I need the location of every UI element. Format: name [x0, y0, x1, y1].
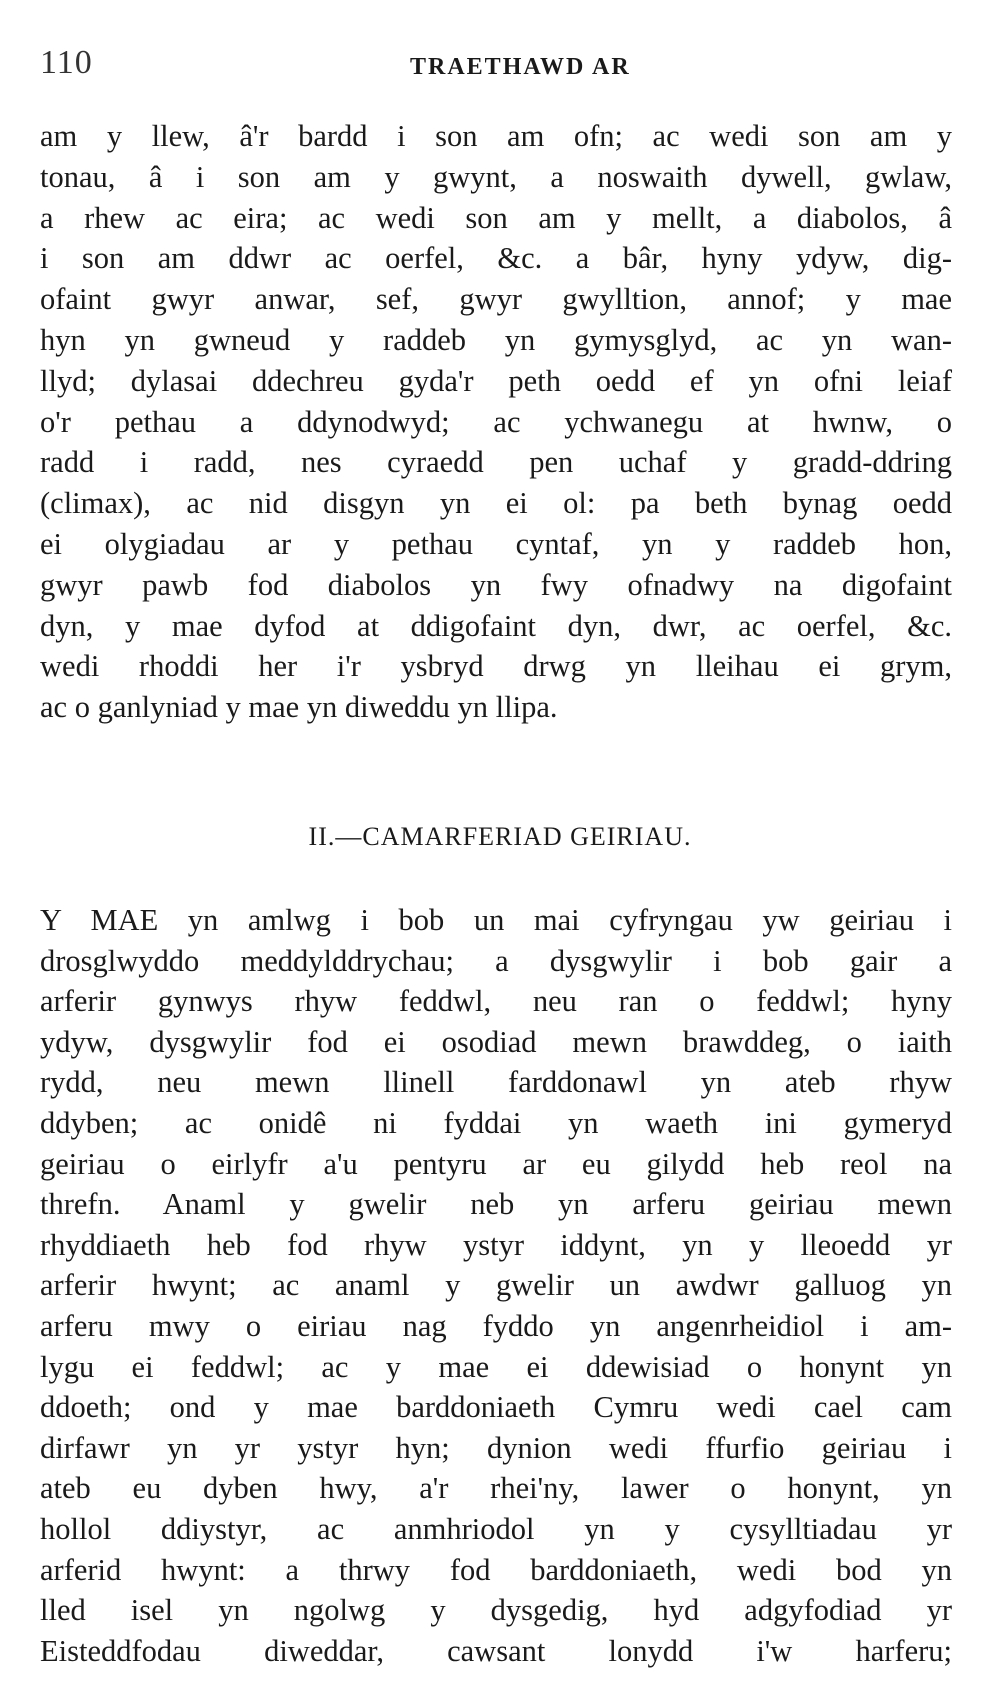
paragraph-2 — [40, 900, 952, 1671]
text-line: hyn yn gwneud y raddeb yn gymysglyd, ac yn wan- — [40, 322, 952, 357]
text-line: drosglwyddo meddylddrychau; a dysgwylir i bob gair a — [40, 943, 952, 978]
text-line: dirfawr yn yr ystyr hyn; dynion wedi ffurfio geiriau i — [40, 1430, 952, 1465]
text-line: ei olygiadau ar y pethau cyntaf, yn y raddeb hon, — [40, 526, 952, 561]
paragraph-1 — [40, 116, 952, 728]
text-line: hollol ddiystyr, ac anmhriodol yn y cysylltiadau yr — [40, 1511, 952, 1546]
running-head: TRAETHAWD AR — [410, 54, 631, 80]
text-line: arferu mwy o eiriau nag fyddo yn angenrheidiol i am- — [40, 1308, 952, 1343]
text-line: wedi rhoddi her i'r ysbryd drwg yn lleihau ei grym, — [40, 649, 952, 684]
text-line: i son am ddwr ac oerfel, &c. a bâr, hyny ydyw, dig- — [40, 241, 952, 276]
text-line: gwyr pawb fod diabolos yn fwy ofnadwy na digofaint — [40, 567, 952, 602]
text-line: lled isel yn ngolwg y dysgedig, hyd adgyfodiad yr — [40, 1593, 952, 1628]
text-line: ateb eu dyben hwy, a'r rhei'ny, lawer o honynt, yn — [40, 1471, 952, 1506]
text-line: a rhew ac eira; ac wedi son am y mellt, a diabolos, â — [40, 200, 952, 235]
section-heading: II.—CAMARFERIAD GEIRIAU. — [308, 822, 692, 851]
text-line: tonau, â i son am y gwynt, a noswaith dywell, gwlaw, — [40, 159, 952, 194]
text-line: arferir hwynt; ac anaml y gwelir un awdwr galluog yn — [40, 1268, 952, 1303]
text-line: Y MAE yn amlwg i bob un mai cyfryngau yw geiriau i — [40, 903, 952, 937]
text-line: Eisteddfodau diweddar, cawsant lonydd i'w harferu; — [40, 1633, 952, 1668]
text-line: geiriau o eirlyfr a'u pentyru ar eu gilydd heb reol na — [40, 1146, 952, 1181]
text-line: rhyddiaeth heb fod rhyw ystyr iddynt, yn y lleoedd yr — [40, 1227, 952, 1262]
text-line: ddyben; ac onidê ni fyddai yn waeth ini gymeryd — [40, 1105, 952, 1140]
text-line: rydd, neu mewn llinell farddonawl yn ateb rhyw — [40, 1065, 952, 1100]
page-header — [40, 44, 950, 90]
text-line: ac o ganlyniad y mae yn diweddu yn llipa. — [40, 690, 558, 725]
text-line: lygu ei feddwl; ac y mae ei ddewisiad o honynt yn — [40, 1349, 952, 1384]
text-line: radd i radd, nes cyraedd pen uchaf y gradd-ddring — [40, 445, 952, 480]
text-line: threfn. Anaml y gwelir neb yn arferu geiriau mewn — [40, 1187, 952, 1222]
text-line: arferid hwynt: a thrwy fod barddoniaeth, wedi bod yn — [40, 1552, 952, 1587]
text-line: am y llew, â'r bardd i son am ofn; ac wedi son am y — [40, 119, 952, 153]
text-line: ofaint gwyr anwar, sef, gwyr gwylltion, annof; y mae — [40, 282, 952, 317]
page-number: 110 — [40, 44, 93, 81]
text-line: llyd; dylasai ddechreu gyda'r peth oedd ef yn ofni leiaf — [40, 363, 952, 398]
text-line: dyn, y mae dyfod at ddigofaint dyn, dwr, ac oerfel, &c. — [40, 608, 952, 643]
text-line: o'r pethau a ddynodwyd; ac ychwanegu at hwnw, o — [40, 404, 952, 439]
text-line: arferir gynwys rhyw feddwl, neu ran o feddwl; hyny — [40, 984, 952, 1019]
text-line: ddoeth; ond y mae barddoniaeth Cymru wedi cael cam — [40, 1390, 952, 1425]
text-line: (climax), ac nid disgyn yn ei ol: pa beth bynag oedd — [40, 486, 952, 521]
text-line: ydyw, dysgwylir fod ei osodiad mewn brawddeg, o iaith — [40, 1024, 952, 1059]
